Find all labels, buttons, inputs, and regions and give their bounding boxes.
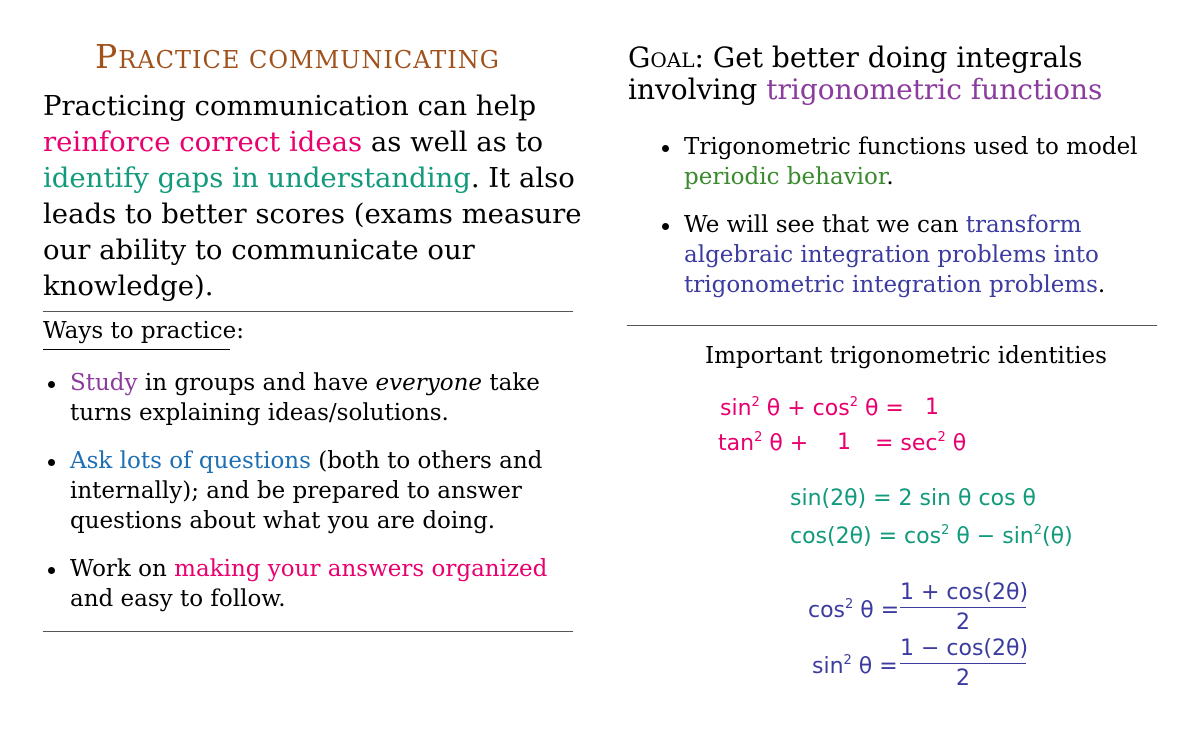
identity-cos-half-angle-lhs: $\cos^2 \theta$ = <box>808 597 900 623</box>
right-divider <box>627 325 1157 326</box>
identity-sin-cos-rhs: 1 <box>925 395 939 420</box>
bullet-dot <box>48 567 55 574</box>
identity-tan-sec-rhs: = $\sec^2 \theta$ <box>875 430 967 456</box>
practice-communicating-title: PRACTICE COMMUNICATING <box>95 37 500 76</box>
identity-cos-double-angle: $\cos(2\theta) = \cos^2 \theta - \sin^2(\theta)$ <box>790 523 1073 549</box>
intro-paragraph: Practicing communication can help reinforce correct ideas as well as to identify gaps in understanding. It also leads to better scores (exams measure our ability to communicate our knowledge). <box>43 90 582 302</box>
identity-cos-half-angle-fraction: 1 + cos(2θ) 2 <box>900 580 1029 635</box>
goal-heading: GOAL: Get better doing integrals involving trigonometric functions <box>628 41 1103 106</box>
identity-sin-half-angle-lhs: $\sin^2 \theta$ = <box>812 653 898 679</box>
identity-sin-cos-squared: $\sin^2 \theta + \cos^2 \theta$ = <box>720 395 904 421</box>
practice-bullet-study: Study in groups and have everyone take turns explaining ideas/solutions. <box>70 368 570 428</box>
identity-sin-double-angle: sin(2θ) = 2 sin θ cos θ <box>790 486 1036 511</box>
bullet-dot <box>48 459 55 466</box>
bullet-dot <box>48 381 55 388</box>
left-divider-bottom <box>43 631 573 632</box>
identities-title: Important trigonometric identities <box>705 343 1107 369</box>
practice-bullet-questions: Ask lots of questions (both to others and internally); and be prepared to answer questions about what you are doing. <box>70 446 570 536</box>
goal-bullet-transform: We will see that we can transform algebraic integration problems into trigonometric integration problems. <box>684 210 1154 300</box>
reinforce-correct-ideas-phrase: reinforce correct ideas <box>43 126 363 158</box>
bullet-dot <box>662 145 669 152</box>
identity-tan-sec: $\tan^2 \theta$ + <box>718 430 809 456</box>
identity-sin-half-angle-fraction: 1 − cos(2θ) 2 <box>900 636 1029 691</box>
goal-bullet-periodic: Trigonometric functions used to model periodic behavior. <box>684 132 1154 192</box>
ways-underline <box>43 349 230 350</box>
ways-to-practice-label: Ways to practice: <box>43 318 245 344</box>
bullet-dot <box>662 223 669 230</box>
identify-gaps-phrase: identify gaps in understanding <box>43 162 471 194</box>
left-divider-top <box>43 311 573 312</box>
practice-bullet-organized: Work on making your answers organized and easy to follow. <box>70 554 570 614</box>
identity-tan-sec-one: 1 <box>837 430 851 455</box>
